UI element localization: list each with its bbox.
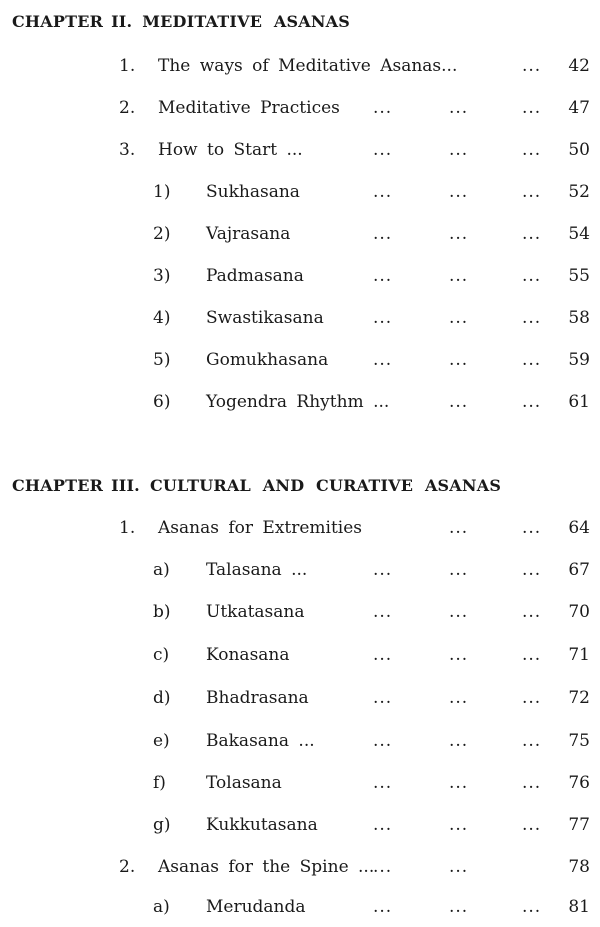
toc-entry[interactable] [0,350,600,380]
leader-dots: ... [522,688,542,708]
leader-dots: ... [522,773,542,793]
toc-entry[interactable] [0,266,600,296]
leader-dots: ... [522,56,542,76]
leader-dots: ... [373,731,393,751]
entry-title: Merudanda [206,897,306,917]
entry-title: Utkatasana [206,602,305,622]
entry-title: The ways of Meditative Asanas... [158,56,458,76]
entry-marker: g) [153,815,171,835]
entry-marker: 4) [153,308,171,328]
toc-entry[interactable] [0,56,600,86]
chapter-3-number: III. [111,476,140,495]
entry-title: Meditative Practices [158,98,340,118]
toc-entry[interactable] [0,602,600,632]
page-number: 42 [568,56,590,76]
entry-marker: c) [153,645,170,665]
leader-dots: ... [373,224,393,244]
toc-entry[interactable] [0,518,600,548]
toc-entry[interactable] [0,98,600,128]
leader-dots: ... [449,560,469,580]
leader-dots: ... [522,182,542,202]
leader-dots: ... [449,518,469,538]
leader-dots: ... [522,350,542,370]
page-number: 47 [568,98,590,118]
entry-title: Bakasana ... [206,731,315,751]
toc-entry[interactable] [0,140,600,170]
entry-title: Yogendra Rhythm ... [206,392,390,412]
leader-dots: ... [449,140,469,160]
entry-marker: 3) [153,266,171,286]
toc-entry[interactable] [0,392,600,422]
page-number: 50 [568,140,590,160]
page-number: 61 [568,392,590,412]
entry-title: Kukkutasana [206,815,318,835]
page-number: 75 [568,731,590,751]
entry-marker: 6) [153,392,171,412]
leader-dots: ... [522,224,542,244]
toc-entry[interactable] [0,815,600,845]
entry-marker: 2) [153,224,171,244]
entry-marker: 1. [119,518,136,538]
leader-dots: ... [449,224,469,244]
entry-title: Vajrasana [206,224,291,244]
toc-entry[interactable] [0,182,600,212]
leader-dots: ... [373,645,393,665]
entry-title: How to Start ... [158,140,303,160]
leader-dots: ... [449,857,469,877]
leader-dots: ... [373,815,393,835]
leader-dots: ... [449,731,469,751]
chapter-2-number: II. [111,12,133,31]
entry-marker: 1) [153,182,171,202]
entry-marker: a) [153,560,170,580]
leader-dots: ... [373,266,393,286]
leader-dots: ... [373,350,393,370]
toc-entry[interactable] [0,224,600,254]
chapter-2-heading [12,12,350,31]
leader-dots: ... [373,857,393,877]
entry-marker: 5) [153,350,171,370]
leader-dots: ... [449,645,469,665]
leader-dots: ... [373,140,393,160]
leader-dots: ... [522,815,542,835]
toc-entry[interactable] [0,731,600,761]
page-number: 67 [568,560,590,580]
chapter-2-label: CHAPTER [12,12,104,31]
toc-entry[interactable] [0,645,600,675]
leader-dots: ... [449,897,469,917]
entry-title: Asanas for Extremities [158,518,363,538]
page-number: 54 [568,224,590,244]
leader-dots: ... [449,308,469,328]
entry-marker: 1. [119,56,136,76]
page-number: 81 [568,897,590,917]
leader-dots: ... [522,645,542,665]
entry-title: Asanas for the Spine ... [158,857,375,877]
leader-dots: ... [373,560,393,580]
entry-title: Konasana [206,645,290,665]
leader-dots: ... [373,308,393,328]
leader-dots: ... [373,182,393,202]
chapter-3-label: CHAPTER [12,476,104,495]
page-number: 70 [568,602,590,622]
entry-title: Padmasana [206,266,304,286]
toc-entry[interactable] [0,308,600,338]
entry-title: Swastikasana [206,308,324,328]
page-number: 76 [568,773,590,793]
leader-dots: ... [522,518,542,538]
entry-marker: 2. [119,857,136,877]
entry-marker: e) [153,731,170,751]
page-number: 52 [568,182,590,202]
leader-dots: ... [522,392,542,412]
page-number: 64 [568,518,590,538]
leader-dots: ... [522,602,542,622]
leader-dots: ... [522,98,542,118]
toc-entry[interactable] [0,773,600,803]
entry-marker: a) [153,897,170,917]
entry-title: Tolasana [206,773,282,793]
leader-dots: ... [449,773,469,793]
toc-entry[interactable] [0,897,600,927]
entry-title: Gomukhasana [206,350,329,370]
leader-dots: ... [373,897,393,917]
entry-marker: f) [153,773,166,793]
page-number: 59 [568,350,590,370]
entry-marker: b) [153,602,171,622]
leader-dots: ... [522,308,542,328]
page-number: 71 [568,645,590,665]
chapter-3-title: CULTURAL AND CURATIVE ASANAS [149,476,502,495]
entry-marker: d) [153,688,171,708]
toc-entry[interactable] [0,560,600,590]
leader-dots: ... [522,140,542,160]
leader-dots: ... [373,773,393,793]
entry-title: Bhadrasana [206,688,309,708]
page-number: 72 [568,688,590,708]
entry-title: Sukhasana [206,182,300,202]
entry-title: Talasana ... [206,560,308,580]
page-number: 78 [568,857,590,877]
leader-dots: ... [449,815,469,835]
leader-dots: ... [373,602,393,622]
leader-dots: ... [522,731,542,751]
leader-dots: ... [449,266,469,286]
leader-dots: ... [522,560,542,580]
toc-entry[interactable] [0,857,600,887]
leader-dots: ... [449,350,469,370]
leader-dots: ... [449,392,469,412]
leader-dots: ... [449,182,469,202]
page-number: 58 [568,308,590,328]
entry-marker: 2. [119,98,136,118]
leader-dots: ... [449,602,469,622]
entry-marker: 3. [119,140,136,160]
leader-dots: ... [373,688,393,708]
leader-dots: ... [449,98,469,118]
leader-dots: ... [449,688,469,708]
toc-entry[interactable] [0,688,600,718]
leader-dots: ... [522,266,542,286]
page-number: 77 [568,815,590,835]
chapter-2-title: MEDITATIVE ASANAS [142,12,351,31]
page-number: 55 [568,266,590,286]
leader-dots: ... [373,98,393,118]
chapter-3-heading [12,476,501,495]
leader-dots: ... [522,897,542,917]
